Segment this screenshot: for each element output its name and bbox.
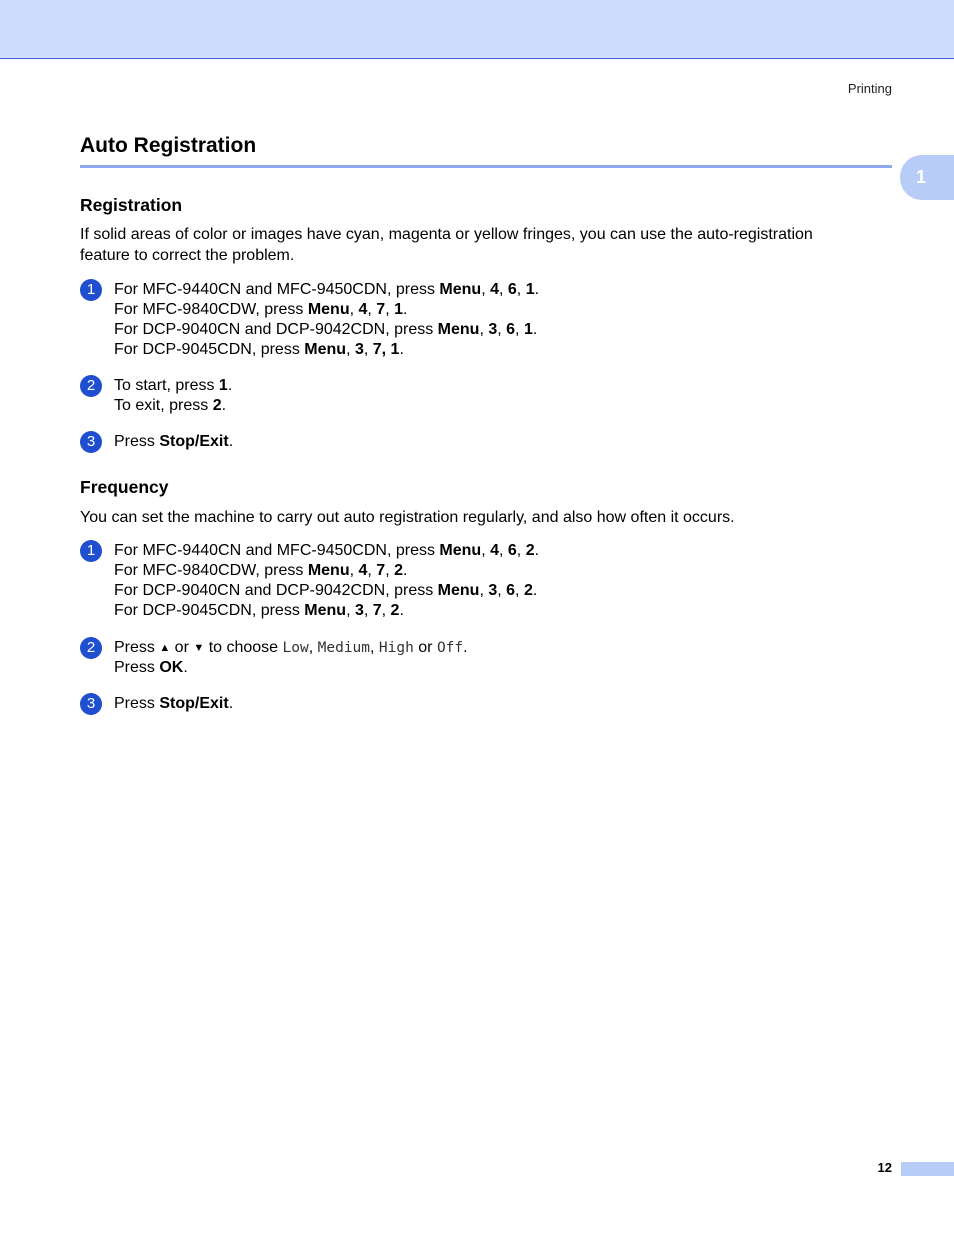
instruction-text: or (170, 639, 194, 656)
instruction-line (114, 432, 233, 452)
instruction-text: . (221, 397, 227, 414)
key-label: 1 (218, 377, 228, 394)
step-instructions (114, 376, 232, 416)
instruction-text: , (515, 582, 524, 599)
instruction-text: To start, press (114, 377, 219, 394)
registration-intro-line1: If solid areas of color or images have cyan, magenta or yellow fringes, you can use the auto-registration (80, 226, 813, 243)
key-label: 2 (525, 542, 535, 559)
instruction-line (114, 601, 539, 621)
registration-heading: Registration (80, 195, 183, 215)
key-label: 6 (507, 281, 517, 298)
instruction-text: , (497, 582, 507, 599)
page-number: 12 (877, 1160, 892, 1175)
instruction-text: . (399, 341, 404, 358)
instruction-line (114, 658, 468, 678)
instruction-text: , (499, 542, 508, 559)
key-label: 1 (394, 301, 403, 318)
instruction-text: For MFC-9840CDW, press (114, 562, 308, 579)
instruction-text: . (402, 562, 408, 579)
step-instructions (114, 541, 539, 621)
key-label: 2 (394, 562, 403, 579)
header-band (0, 0, 954, 59)
instruction-text: , (346, 341, 355, 358)
key-label: Stop/Exit (159, 695, 229, 712)
instruction-text: , (367, 562, 377, 579)
down-arrow-icon: ▼ (193, 642, 205, 654)
key-label: Menu (439, 281, 482, 298)
instruction-text: , (385, 301, 395, 318)
instruction-text: , (497, 321, 507, 338)
up-arrow-icon: ▲ (159, 642, 171, 654)
instruction-text: , (308, 639, 318, 656)
instruction-text: , (381, 602, 391, 619)
instruction-text: For MFC-9440CN and MFC-9450CDN, press (114, 281, 440, 298)
key-label: 6 (506, 582, 516, 599)
instruction-text: , (349, 301, 359, 318)
key-label: 3 (488, 582, 498, 599)
instruction-text: , (499, 281, 508, 298)
key-label: Menu (437, 582, 480, 599)
key-label: 3 (354, 341, 364, 358)
instruction-text: For MFC-9840CDW, press (114, 301, 308, 318)
instruction-line (114, 581, 539, 601)
key-label: Menu (307, 562, 350, 579)
lcd-option: Medium (317, 640, 371, 656)
lcd-option: Off (436, 640, 464, 656)
instruction-text: . (228, 695, 234, 712)
instruction-text: to choose (204, 639, 283, 656)
instruction-text: . (532, 582, 538, 599)
instruction-text: , (370, 639, 379, 656)
step-instructions (114, 280, 539, 360)
instruction-text: . (463, 639, 468, 656)
key-label: 2 (212, 397, 222, 414)
key-label: 4 (358, 301, 368, 318)
instruction-text: . (534, 281, 540, 298)
instruction-text: Press (114, 695, 160, 712)
instruction-text: , (481, 281, 491, 298)
lcd-option: Low (282, 640, 309, 656)
key-label: OK (159, 659, 184, 676)
instruction-text: , (363, 602, 373, 619)
instruction-text: For MFC-9440CN and MFC-9450CDN, press (114, 542, 440, 559)
instruction-line (114, 396, 232, 416)
instruction-text: or (413, 639, 437, 656)
instruction-line (114, 694, 233, 714)
instruction-text: , (349, 562, 359, 579)
instruction-text: . (534, 542, 540, 559)
key-label: 7 (376, 562, 386, 579)
instruction-text: Press (114, 639, 160, 656)
instruction-line (114, 320, 539, 340)
key-label: 6 (506, 321, 516, 338)
frequency-intro (80, 507, 880, 528)
instruction-text: , (363, 341, 373, 358)
instruction-text: For DCP-9040CN and DCP-9042CDN, press (114, 321, 438, 338)
instruction-text: , (516, 542, 526, 559)
instruction-line (114, 280, 539, 300)
instruction-line (114, 638, 468, 658)
chapter-tab: 1 (900, 155, 954, 200)
instruction-text: For DCP-9045CDN, press (114, 341, 305, 358)
key-label: 2 (523, 582, 533, 599)
running-head: Printing (847, 81, 892, 96)
step-number-icon: 1 (80, 540, 102, 562)
key-label: 3 (354, 602, 364, 619)
instruction-text: Press (114, 659, 160, 676)
step-instructions (114, 638, 468, 678)
key-label: Stop/Exit (159, 433, 229, 450)
section-title: Auto Registration (80, 134, 257, 157)
key-label: 4 (358, 562, 368, 579)
title-underline (80, 165, 892, 168)
instruction-text: . (227, 377, 233, 394)
key-label: Menu (439, 542, 482, 559)
instruction-line (114, 561, 539, 581)
instruction-line (114, 376, 232, 396)
instruction-text: , (515, 321, 524, 338)
registration-intro (80, 224, 880, 266)
instruction-text: , (479, 582, 489, 599)
instruction-text: . (402, 301, 408, 318)
instruction-text: . (183, 659, 188, 676)
instruction-text: Press (114, 433, 160, 450)
lcd-option: High (378, 640, 414, 656)
key-label: 4 (490, 281, 499, 298)
instruction-text: . (532, 321, 538, 338)
key-label: 7 (372, 602, 382, 619)
step-number-icon: 2 (80, 637, 102, 659)
instruction-line (114, 300, 539, 320)
step-number-icon: 3 (80, 693, 102, 715)
key-label: 2 (390, 602, 400, 619)
frequency-heading: Frequency (80, 477, 169, 497)
instruction-text: , (479, 321, 489, 338)
step-instructions (114, 432, 233, 452)
instruction-line (114, 541, 539, 561)
key-label: Menu (304, 602, 347, 619)
instruction-text: For DCP-9040CN and DCP-9042CDN, press (114, 582, 438, 599)
key-label: 6 (507, 542, 517, 559)
step-number-icon: 2 (80, 375, 102, 397)
key-label: 3 (488, 321, 498, 338)
key-label: 4 (490, 542, 499, 559)
instruction-text: For DCP-9045CDN, press (114, 602, 305, 619)
instruction-text: , (385, 562, 395, 579)
step-number-icon: 1 (80, 279, 102, 301)
key-label: 7 (376, 301, 386, 318)
step-number-icon: 3 (80, 431, 102, 453)
key-label: 7, 1 (372, 341, 400, 358)
instruction-text: , (346, 602, 355, 619)
page-number-tab (901, 1162, 954, 1176)
instruction-text: . (399, 602, 404, 619)
key-label: 1 (523, 321, 533, 338)
frequency-intro-line1: You can set the machine to carry out auto registration regularly, and also how often it occurs. (80, 509, 735, 526)
instruction-line (114, 340, 539, 360)
instruction-text: . (228, 433, 234, 450)
instruction-text: To exit, press (114, 397, 213, 414)
key-label: Menu (304, 341, 347, 358)
step-instructions (114, 694, 233, 714)
key-label: Menu (307, 301, 350, 318)
instruction-text: , (516, 281, 526, 298)
key-label: 1 (525, 281, 535, 298)
instruction-text: , (481, 542, 491, 559)
registration-intro-line2: feature to correct the problem. (80, 247, 295, 264)
instruction-text: , (367, 301, 377, 318)
key-label: Menu (437, 321, 480, 338)
